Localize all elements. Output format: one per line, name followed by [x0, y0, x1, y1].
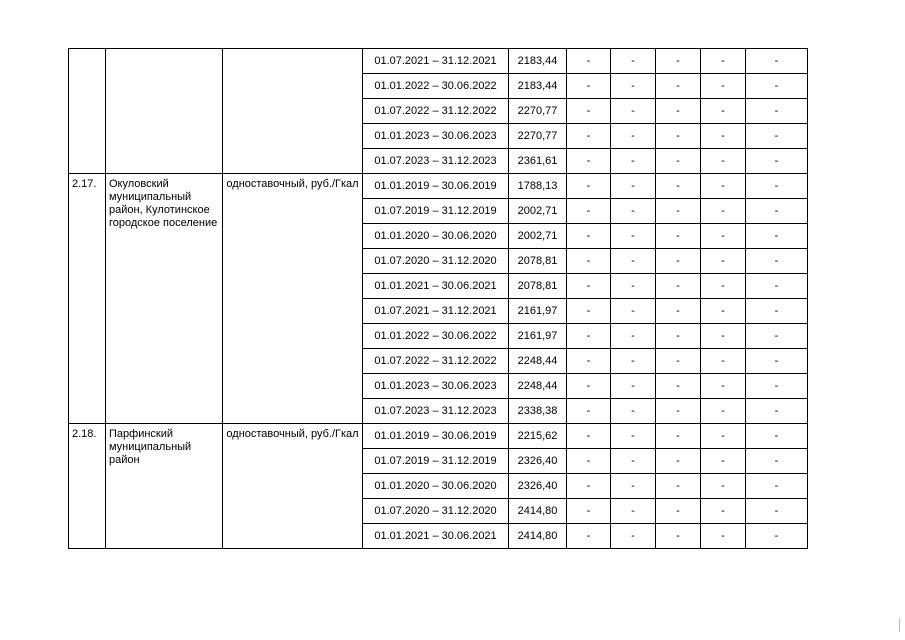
empty-value-cell: -	[746, 324, 808, 349]
tariff-table	[68, 48, 808, 549]
tariff-value-cell: 2270,77	[509, 99, 567, 124]
empty-value-cell: -	[701, 524, 746, 549]
period-cell: 01.07.2021 – 31.12.2021	[363, 299, 509, 324]
period-cell: 01.01.2023 – 30.06.2023	[363, 374, 509, 399]
tariff-type-cell: одноставочный, руб./Гкал	[223, 174, 363, 424]
empty-value-cell: -	[701, 149, 746, 174]
empty-value-cell: -	[746, 99, 808, 124]
district-name-cell: Парфинский муниципальный район	[106, 424, 223, 549]
empty-value-cell: -	[611, 299, 656, 324]
empty-value-cell: -	[701, 424, 746, 449]
empty-value-cell: -	[656, 349, 701, 374]
empty-value-cell: -	[567, 424, 611, 449]
row-number-cell	[69, 49, 106, 174]
empty-value-cell: -	[567, 274, 611, 299]
tariff-value-cell: 2326,40	[509, 474, 567, 499]
empty-value-cell: -	[746, 299, 808, 324]
empty-value-cell: -	[656, 274, 701, 299]
empty-value-cell: -	[611, 224, 656, 249]
period-cell: 01.07.2020 – 31.12.2020	[363, 249, 509, 274]
empty-value-cell: -	[656, 99, 701, 124]
empty-value-cell: -	[567, 324, 611, 349]
empty-value-cell: -	[746, 524, 808, 549]
empty-value-cell: -	[611, 99, 656, 124]
empty-value-cell: -	[746, 349, 808, 374]
period-cell: 01.07.2022 – 31.12.2022	[363, 349, 509, 374]
empty-value-cell: -	[746, 474, 808, 499]
period-cell: 01.01.2020 – 30.06.2020	[363, 224, 509, 249]
empty-value-cell: -	[656, 424, 701, 449]
tariff-type-cell: одноставочный, руб./Гкал	[223, 424, 363, 549]
empty-value-cell: -	[656, 499, 701, 524]
empty-value-cell: -	[611, 499, 656, 524]
period-cell: 01.01.2021 – 30.06.2021	[363, 524, 509, 549]
empty-value-cell: -	[567, 149, 611, 174]
row-number-cell: 2.18.	[69, 424, 106, 549]
period-cell: 01.07.2023 – 31.12.2023	[363, 399, 509, 424]
empty-value-cell: -	[611, 174, 656, 199]
empty-value-cell: -	[567, 124, 611, 149]
empty-value-cell: -	[701, 199, 746, 224]
empty-value-cell: -	[611, 199, 656, 224]
tariff-value-cell: 2414,80	[509, 524, 567, 549]
empty-value-cell: -	[701, 324, 746, 349]
period-cell: 01.07.2022 – 31.12.2022	[363, 99, 509, 124]
period-cell: 01.07.2023 – 31.12.2023	[363, 149, 509, 174]
tariff-value-cell: 1788,13	[509, 174, 567, 199]
tariff-value-cell: 2002,71	[509, 224, 567, 249]
empty-value-cell: -	[567, 99, 611, 124]
empty-value-cell: -	[656, 49, 701, 74]
empty-value-cell: -	[611, 424, 656, 449]
tariff-type-cell	[223, 49, 363, 174]
empty-value-cell: -	[567, 449, 611, 474]
empty-value-cell: -	[656, 374, 701, 399]
scan-artifact-mark	[899, 618, 900, 632]
empty-value-cell: -	[656, 124, 701, 149]
tariff-value-cell: 2215,62	[509, 424, 567, 449]
empty-value-cell: -	[746, 399, 808, 424]
empty-value-cell: -	[746, 199, 808, 224]
empty-value-cell: -	[611, 274, 656, 299]
empty-value-cell: -	[611, 49, 656, 74]
tariff-value-cell: 2248,44	[509, 349, 567, 374]
period-cell: 01.01.2022 – 30.06.2022	[363, 74, 509, 99]
empty-value-cell: -	[567, 49, 611, 74]
empty-value-cell: -	[746, 499, 808, 524]
empty-value-cell: -	[611, 449, 656, 474]
empty-value-cell: -	[656, 449, 701, 474]
empty-value-cell: -	[611, 149, 656, 174]
empty-value-cell: -	[567, 249, 611, 274]
empty-value-cell: -	[567, 199, 611, 224]
tariff-value-cell: 2078,81	[509, 249, 567, 274]
period-cell: 01.07.2020 – 31.12.2020	[363, 499, 509, 524]
empty-value-cell: -	[656, 299, 701, 324]
empty-value-cell: -	[701, 274, 746, 299]
empty-value-cell: -	[656, 474, 701, 499]
empty-value-cell: -	[746, 49, 808, 74]
empty-value-cell: -	[701, 49, 746, 74]
empty-value-cell: -	[746, 224, 808, 249]
empty-value-cell: -	[567, 524, 611, 549]
tariff-value-cell: 2361,61	[509, 149, 567, 174]
empty-value-cell: -	[701, 449, 746, 474]
tariff-value-cell: 2326,40	[509, 449, 567, 474]
empty-value-cell: -	[567, 399, 611, 424]
empty-value-cell: -	[701, 124, 746, 149]
empty-value-cell: -	[701, 74, 746, 99]
tariff-value-cell: 2078,81	[509, 274, 567, 299]
tariff-value-cell: 2002,71	[509, 199, 567, 224]
period-cell: 01.01.2019 – 30.06.2019	[363, 174, 509, 199]
empty-value-cell: -	[611, 74, 656, 99]
empty-value-cell: -	[701, 224, 746, 249]
empty-value-cell: -	[701, 399, 746, 424]
period-cell: 01.07.2021 – 31.12.2021	[363, 49, 509, 74]
empty-value-cell: -	[701, 299, 746, 324]
empty-value-cell: -	[746, 124, 808, 149]
empty-value-cell: -	[656, 249, 701, 274]
empty-value-cell: -	[701, 174, 746, 199]
table-row	[69, 174, 808, 199]
table-row	[69, 49, 808, 74]
empty-value-cell: -	[656, 174, 701, 199]
district-name-cell	[106, 49, 223, 174]
empty-value-cell: -	[701, 374, 746, 399]
empty-value-cell: -	[567, 474, 611, 499]
empty-value-cell: -	[656, 224, 701, 249]
empty-value-cell: -	[701, 349, 746, 374]
empty-value-cell: -	[611, 324, 656, 349]
empty-value-cell: -	[611, 474, 656, 499]
empty-value-cell: -	[611, 124, 656, 149]
empty-value-cell: -	[567, 174, 611, 199]
empty-value-cell: -	[611, 524, 656, 549]
empty-value-cell: -	[701, 99, 746, 124]
period-cell: 01.01.2022 – 30.06.2022	[363, 324, 509, 349]
table-body	[69, 49, 808, 549]
empty-value-cell: -	[656, 199, 701, 224]
tariff-value-cell: 2270,77	[509, 124, 567, 149]
tariff-value-cell: 2414,80	[509, 499, 567, 524]
tariff-value-cell: 2183,44	[509, 74, 567, 99]
empty-value-cell: -	[567, 374, 611, 399]
empty-value-cell: -	[701, 474, 746, 499]
tariff-value-cell: 2161,97	[509, 299, 567, 324]
empty-value-cell: -	[656, 74, 701, 99]
period-cell: 01.01.2021 – 30.06.2021	[363, 274, 509, 299]
empty-value-cell: -	[567, 349, 611, 374]
empty-value-cell: -	[567, 74, 611, 99]
empty-value-cell: -	[746, 74, 808, 99]
empty-value-cell: -	[611, 399, 656, 424]
empty-value-cell: -	[567, 499, 611, 524]
tariff-value-cell: 2161,97	[509, 324, 567, 349]
empty-value-cell: -	[701, 249, 746, 274]
empty-value-cell: -	[656, 149, 701, 174]
empty-value-cell: -	[701, 499, 746, 524]
empty-value-cell: -	[746, 374, 808, 399]
tariff-value-cell: 2183,44	[509, 49, 567, 74]
period-cell: 01.01.2019 – 30.06.2019	[363, 424, 509, 449]
tariff-value-cell: 2248,44	[509, 374, 567, 399]
empty-value-cell: -	[611, 374, 656, 399]
empty-value-cell: -	[656, 399, 701, 424]
row-number-cell: 2.17.	[69, 174, 106, 424]
empty-value-cell: -	[567, 299, 611, 324]
empty-value-cell: -	[611, 349, 656, 374]
table-row	[69, 424, 808, 449]
empty-value-cell: -	[746, 449, 808, 474]
empty-value-cell: -	[746, 174, 808, 199]
tariff-value-cell: 2338,38	[509, 399, 567, 424]
empty-value-cell: -	[567, 224, 611, 249]
empty-value-cell: -	[656, 524, 701, 549]
empty-value-cell: -	[611, 249, 656, 274]
empty-value-cell: -	[746, 249, 808, 274]
period-cell: 01.01.2023 – 30.06.2023	[363, 124, 509, 149]
period-cell: 01.07.2019 – 31.12.2019	[363, 199, 509, 224]
period-cell: 01.07.2019 – 31.12.2019	[363, 449, 509, 474]
empty-value-cell: -	[746, 149, 808, 174]
empty-value-cell: -	[656, 324, 701, 349]
period-cell: 01.01.2020 – 30.06.2020	[363, 474, 509, 499]
empty-value-cell: -	[746, 424, 808, 449]
district-name-cell: Окуловский муниципальный район, Кулотинское городское поселение	[106, 174, 223, 424]
empty-value-cell: -	[746, 274, 808, 299]
